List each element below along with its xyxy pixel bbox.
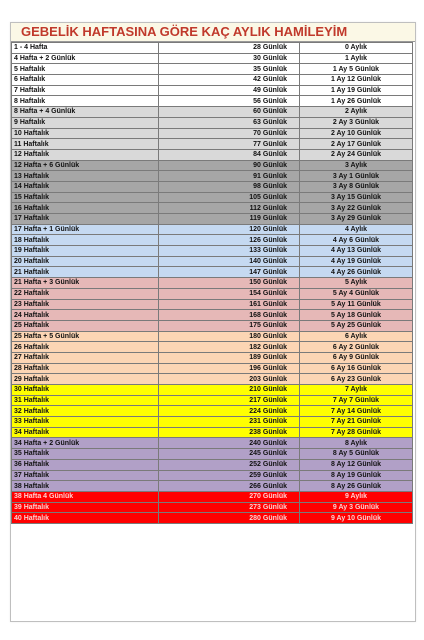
week-cell: 7 Haftalık — [12, 85, 159, 96]
week-cell: 19 Haftalık — [12, 246, 159, 257]
days-cell: 90 Günlük — [159, 160, 300, 171]
days-cell: 35 Günlük — [159, 64, 300, 75]
days-cell: 98 Günlük — [159, 181, 300, 192]
month-cell: 4 Ay 13 Günlük — [300, 246, 413, 257]
days-cell: 168 Günlük — [159, 310, 300, 321]
days-cell: 231 Günlük — [159, 417, 300, 428]
week-cell: 27 Haftalık — [12, 352, 159, 363]
days-cell: 126 Günlük — [159, 235, 300, 246]
month-cell: 7 Ay 21 Günlük — [300, 417, 413, 428]
table-row — [12, 171, 413, 182]
week-cell: 5 Haftalık — [12, 64, 159, 75]
table-row — [12, 149, 413, 160]
week-cell: 13 Haftalık — [12, 171, 159, 182]
days-cell: 140 Günlük — [159, 256, 300, 267]
days-cell: 28 Günlük — [159, 43, 300, 54]
week-cell: 28 Haftalık — [12, 363, 159, 374]
week-cell: 33 Haftalık — [12, 417, 159, 428]
days-cell: 49 Günlük — [159, 85, 300, 96]
table-row — [12, 310, 413, 321]
week-cell: 12 Hafta + 6 Günlük — [12, 160, 159, 171]
table-body — [12, 43, 413, 524]
month-cell: 2 Ay 3 Günlük — [300, 117, 413, 128]
days-cell: 240 Günlük — [159, 438, 300, 449]
days-cell: 161 Günlük — [159, 299, 300, 310]
week-cell: 8 Haftalık — [12, 96, 159, 107]
month-cell: 4 Aylık — [300, 224, 413, 235]
month-cell: 8 Aylık — [300, 438, 413, 449]
month-cell: 7 Ay 7 Günlük — [300, 395, 413, 406]
days-cell: 210 Günlük — [159, 385, 300, 396]
table-row — [12, 85, 413, 96]
days-cell: 280 Günlük — [159, 513, 300, 524]
days-cell: 112 Günlük — [159, 203, 300, 214]
week-cell: 14 Haftalık — [12, 181, 159, 192]
week-cell: 15 Haftalık — [12, 192, 159, 203]
week-cell: 38 Hafta 4 Günlük — [12, 491, 159, 502]
month-cell: 5 Ay 18 Günlük — [300, 310, 413, 321]
month-cell: 6 Ay 23 Günlük — [300, 374, 413, 385]
month-cell: 4 Ay 19 Günlük — [300, 256, 413, 267]
table-row — [12, 64, 413, 75]
month-cell: 6 Ay 9 Günlük — [300, 352, 413, 363]
month-cell: 8 Ay 26 Günlük — [300, 481, 413, 492]
table-row — [12, 53, 413, 64]
table-row — [12, 406, 413, 417]
days-cell: 30 Günlük — [159, 53, 300, 64]
table-row — [12, 192, 413, 203]
days-cell: 266 Günlük — [159, 481, 300, 492]
month-cell: 7 Ay 14 Günlük — [300, 406, 413, 417]
month-cell: 5 Ay 25 Günlük — [300, 320, 413, 331]
days-cell: 217 Günlük — [159, 395, 300, 406]
week-cell: 1 - 4 Hafta — [12, 43, 159, 54]
table-row — [12, 438, 413, 449]
month-cell: 1 Ay 12 Günlük — [300, 75, 413, 86]
week-cell: 17 Haftalık — [12, 214, 159, 225]
days-cell: 238 Günlük — [159, 427, 300, 438]
table-row — [12, 299, 413, 310]
pregnancy-week-table-sheet — [10, 22, 416, 622]
week-cell: 38 Haftalık — [12, 481, 159, 492]
month-cell: 2 Ay 17 Günlük — [300, 139, 413, 150]
week-cell: 8 Hafta + 4 Günlük — [12, 107, 159, 118]
days-cell: 70 Günlük — [159, 128, 300, 139]
table-row — [12, 96, 413, 107]
week-cell: 22 Haftalık — [12, 288, 159, 299]
days-cell: 91 Günlük — [159, 171, 300, 182]
table-row — [12, 352, 413, 363]
days-cell: 224 Günlük — [159, 406, 300, 417]
table-row — [12, 256, 413, 267]
days-cell: 84 Günlük — [159, 149, 300, 160]
table-row — [12, 246, 413, 257]
week-cell: 6 Haftalık — [12, 75, 159, 86]
week-cell: 16 Haftalık — [12, 203, 159, 214]
week-cell: 26 Haftalık — [12, 342, 159, 353]
week-cell: 25 Haftalık — [12, 320, 159, 331]
week-cell: 21 Hafta + 3 Günlük — [12, 278, 159, 289]
table-row — [12, 107, 413, 118]
table-row — [12, 417, 413, 428]
week-cell: 9 Haftalık — [12, 117, 159, 128]
month-cell: 7 Ay 28 Günlük — [300, 427, 413, 438]
table-row — [12, 139, 413, 150]
week-cell: 35 Haftalık — [12, 449, 159, 460]
days-cell: 105 Günlük — [159, 192, 300, 203]
table-row — [12, 235, 413, 246]
table-row — [12, 459, 413, 470]
table-row — [12, 160, 413, 171]
table-row — [12, 491, 413, 502]
week-cell: 11 Haftalık — [12, 139, 159, 150]
table-row — [12, 374, 413, 385]
month-cell: 4 Ay 26 Günlük — [300, 267, 413, 278]
days-cell: 63 Günlük — [159, 117, 300, 128]
week-cell: 36 Haftalık — [12, 459, 159, 470]
table-row — [12, 288, 413, 299]
table-row — [12, 449, 413, 460]
month-cell: 0 Aylık — [300, 43, 413, 54]
week-cell: 17 Hafta + 1 Günlük — [12, 224, 159, 235]
month-cell: 3 Ay 22 Günlük — [300, 203, 413, 214]
table-row — [12, 320, 413, 331]
days-cell: 150 Günlük — [159, 278, 300, 289]
month-cell: 6 Ay 2 Günlük — [300, 342, 413, 353]
table-row — [12, 224, 413, 235]
days-cell: 196 Günlük — [159, 363, 300, 374]
month-cell: 3 Ay 8 Günlük — [300, 181, 413, 192]
table-row — [12, 267, 413, 278]
month-cell: 2 Ay 10 Günlük — [300, 128, 413, 139]
days-cell: 133 Günlük — [159, 246, 300, 257]
month-cell: 2 Ay 24 Günlük — [300, 149, 413, 160]
days-cell: 180 Günlük — [159, 331, 300, 342]
month-cell: 6 Aylık — [300, 331, 413, 342]
table-row — [12, 502, 413, 513]
month-cell: 3 Ay 29 Günlük — [300, 214, 413, 225]
month-cell: 5 Ay 11 Günlük — [300, 299, 413, 310]
week-cell: 30 Haftalık — [12, 385, 159, 396]
week-cell: 32 Haftalık — [12, 406, 159, 417]
table-row — [12, 203, 413, 214]
table-row — [12, 427, 413, 438]
days-cell: 154 Günlük — [159, 288, 300, 299]
days-cell: 60 Günlük — [159, 107, 300, 118]
days-cell: 270 Günlük — [159, 491, 300, 502]
month-cell: 3 Ay 15 Günlük — [300, 192, 413, 203]
month-cell: 3 Ay 1 Günlük — [300, 171, 413, 182]
table-row — [12, 128, 413, 139]
month-cell: 1 Ay 26 Günlük — [300, 96, 413, 107]
table-row — [12, 75, 413, 86]
week-cell: 34 Haftalık — [12, 427, 159, 438]
pregnancy-week-table — [11, 42, 413, 524]
days-cell: 245 Günlük — [159, 449, 300, 460]
month-cell: 6 Ay 16 Günlük — [300, 363, 413, 374]
days-cell: 259 Günlük — [159, 470, 300, 481]
days-cell: 119 Günlük — [159, 214, 300, 225]
week-cell: 18 Haftalık — [12, 235, 159, 246]
month-cell: 5 Aylık — [300, 278, 413, 289]
week-cell: 29 Haftalık — [12, 374, 159, 385]
table-row — [12, 481, 413, 492]
week-cell: 24 Haftalık — [12, 310, 159, 321]
month-cell: 3 Aylık — [300, 160, 413, 171]
days-cell: 77 Günlük — [159, 139, 300, 150]
table-row — [12, 278, 413, 289]
week-cell: 34 Hafta + 2 Günlük — [12, 438, 159, 449]
days-cell: 182 Günlük — [159, 342, 300, 353]
days-cell: 203 Günlük — [159, 374, 300, 385]
week-cell: 31 Haftalık — [12, 395, 159, 406]
month-cell: 1 Ay 19 Günlük — [300, 85, 413, 96]
table-row — [12, 117, 413, 128]
table-row — [12, 214, 413, 225]
table-row — [12, 342, 413, 353]
month-cell: 1 Aylık — [300, 53, 413, 64]
days-cell: 189 Günlük — [159, 352, 300, 363]
table-title: GEBELİK HAFTASINA GÖRE KAÇ AYLIK HAMİLEYİM — [11, 23, 415, 42]
table-row — [12, 513, 413, 524]
month-cell: 5 Ay 4 Günlük — [300, 288, 413, 299]
days-cell: 273 Günlük — [159, 502, 300, 513]
month-cell: 2 Aylık — [300, 107, 413, 118]
days-cell: 147 Günlük — [159, 267, 300, 278]
month-cell: 8 Ay 19 Günlük — [300, 470, 413, 481]
days-cell: 120 Günlük — [159, 224, 300, 235]
table-row — [12, 181, 413, 192]
days-cell: 56 Günlük — [159, 96, 300, 107]
table-row — [12, 331, 413, 342]
days-cell: 42 Günlük — [159, 75, 300, 86]
week-cell: 4 Hafta + 2 Günlük — [12, 53, 159, 64]
week-cell: 23 Haftalık — [12, 299, 159, 310]
table-row — [12, 385, 413, 396]
week-cell: 40 Haftalık — [12, 513, 159, 524]
month-cell: 9 Aylık — [300, 491, 413, 502]
week-cell: 10 Haftalık — [12, 128, 159, 139]
table-row — [12, 363, 413, 374]
week-cell: 12 Haftalık — [12, 149, 159, 160]
week-cell: 25 Hafta + 5 Günlük — [12, 331, 159, 342]
month-cell: 9 Ay 10 Günlük — [300, 513, 413, 524]
week-cell: 37 Haftalık — [12, 470, 159, 481]
month-cell: 7 Aylık — [300, 385, 413, 396]
table-row — [12, 470, 413, 481]
table-row — [12, 395, 413, 406]
month-cell: 4 Ay 6 Günlük — [300, 235, 413, 246]
month-cell: 9 Ay 3 Günlük — [300, 502, 413, 513]
table-row — [12, 43, 413, 54]
month-cell: 8 Ay 5 Günlük — [300, 449, 413, 460]
days-cell: 175 Günlük — [159, 320, 300, 331]
month-cell: 8 Ay 12 Günlük — [300, 459, 413, 470]
month-cell: 1 Ay 5 Günlük — [300, 64, 413, 75]
days-cell: 252 Günlük — [159, 459, 300, 470]
week-cell: 20 Haftalık — [12, 256, 159, 267]
week-cell: 39 Haftalık — [12, 502, 159, 513]
week-cell: 21 Haftalık — [12, 267, 159, 278]
